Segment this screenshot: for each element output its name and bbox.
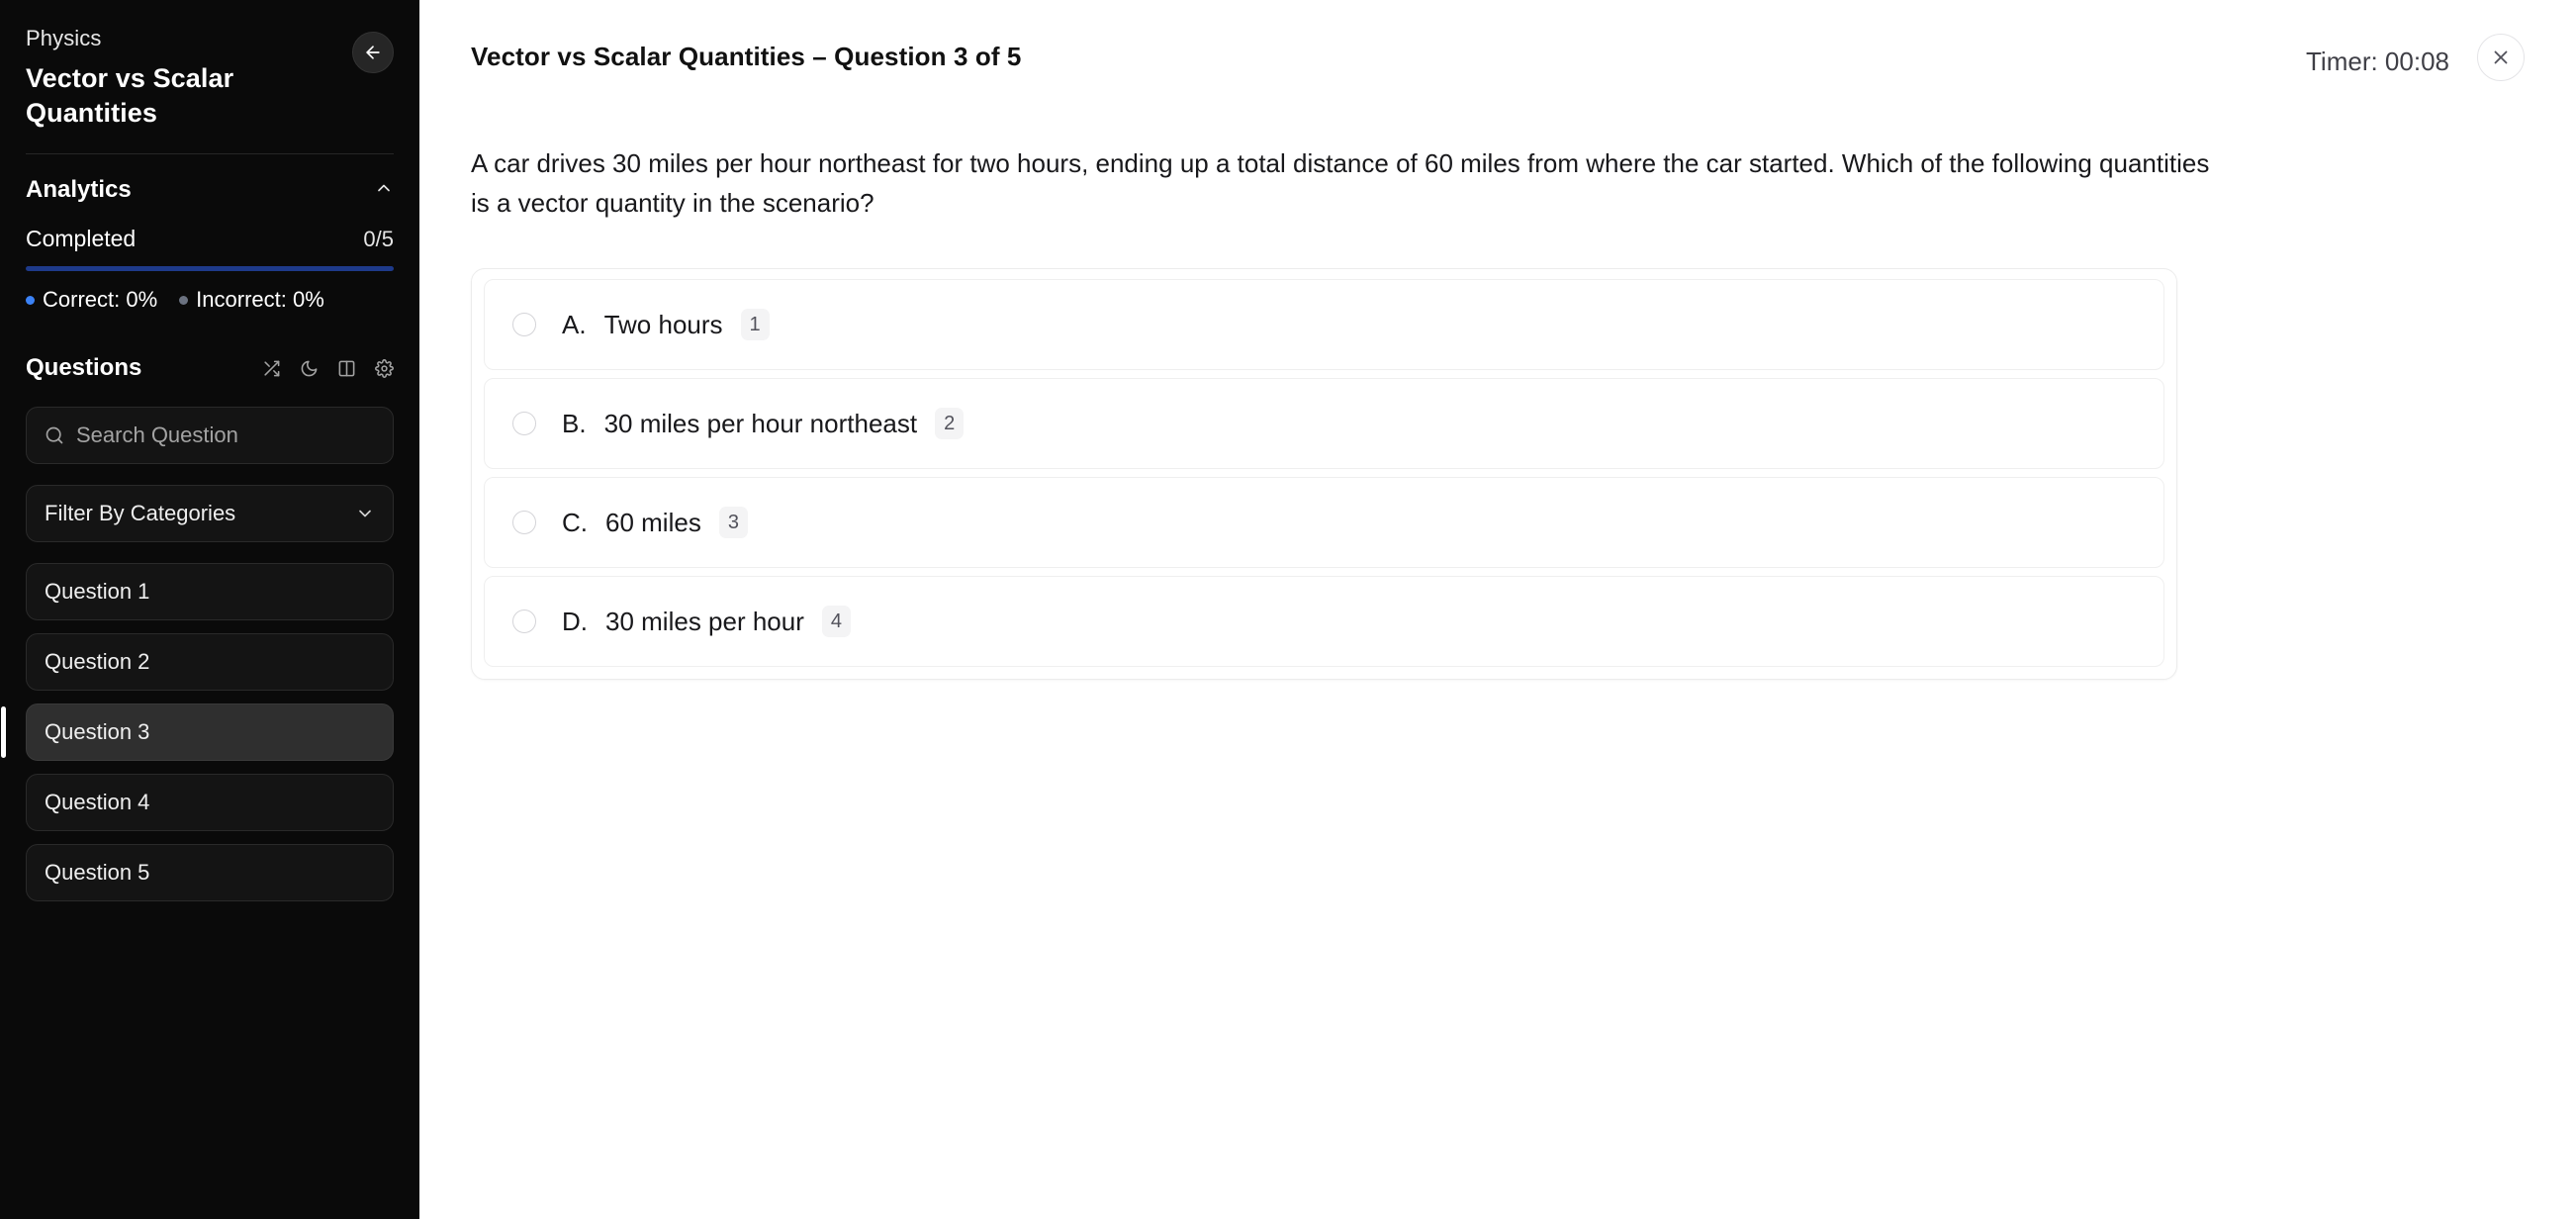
answer-text: 30 miles per hour <box>605 606 804 636</box>
search-icon <box>45 425 64 445</box>
answer-badge: 2 <box>935 408 964 439</box>
analytics-legend <box>26 287 394 313</box>
sidebar-item-question-1[interactable] <box>26 563 394 620</box>
arrow-left-icon <box>363 43 383 62</box>
filter-label: Filter By Categories <box>45 501 236 526</box>
sidebar-header <box>26 0 394 130</box>
gear-icon[interactable] <box>375 359 394 378</box>
close-button[interactable] <box>2477 34 2525 81</box>
legend-correct <box>26 287 157 313</box>
answers-card <box>471 268 2177 680</box>
sidebar-item-question-5[interactable] <box>26 844 394 901</box>
question-list <box>26 563 394 901</box>
timer: Timer: 00:08 <box>2306 46 2449 76</box>
radio-icon[interactable] <box>512 313 536 336</box>
quiz-title: Vector vs Scalar Quantities <box>26 63 234 128</box>
sidebar-item-question-3[interactable] <box>26 703 394 761</box>
question-item-label: Question 2 <box>45 649 150 675</box>
top-right-controls <box>2306 34 2525 81</box>
answer-badge: 1 <box>741 309 770 340</box>
legend-incorrect-label: Incorrect: 0% <box>196 287 324 313</box>
question-item-label: Question 1 <box>45 579 150 605</box>
shuffle-icon[interactable] <box>262 359 281 378</box>
sidebar <box>0 0 419 1219</box>
layout-icon[interactable] <box>337 359 356 378</box>
answer-letter: B. <box>562 408 587 438</box>
radio-icon[interactable] <box>512 511 536 534</box>
search-input[interactable] <box>76 422 375 448</box>
questions-tools <box>262 359 394 378</box>
sidebar-item-question-2[interactable] <box>26 633 394 691</box>
analytics-title: Analytics <box>26 176 132 204</box>
search-question-box[interactable] <box>26 407 394 464</box>
answer-badge: 4 <box>822 606 851 637</box>
sidebar-titles <box>26 26 283 130</box>
chevron-down-icon[interactable] <box>355 504 375 523</box>
answer-letter: D. <box>562 606 588 636</box>
answer-option-d[interactable] <box>484 576 2164 667</box>
main-topbar <box>471 34 2525 81</box>
answer-option-c[interactable] <box>484 477 2164 568</box>
answer-option-b[interactable] <box>484 378 2164 469</box>
question-item-label: Question 3 <box>45 719 150 745</box>
questions-header <box>26 354 394 382</box>
question-text: A car drives 30 miles per hour northeast for two hours, ending up a total distance of 60 miles from where the car started. Which of the following quantities is a vector quantity in the scenario? <box>471 148 2210 218</box>
back-button[interactable] <box>352 32 394 73</box>
incorrect-dot-icon <box>179 296 188 305</box>
questions-title: Questions <box>26 354 142 382</box>
main-content <box>419 0 2576 1219</box>
answer-letter: C. <box>562 507 588 537</box>
answer-letter: A. <box>562 309 587 339</box>
answer-text: 60 miles <box>605 507 701 537</box>
completed-label: Completed <box>26 226 137 252</box>
answer-option-a[interactable] <box>484 279 2164 370</box>
question-item-label: Question 5 <box>45 860 150 886</box>
filter-by-categories[interactable] <box>26 485 394 542</box>
close-icon <box>2490 47 2512 68</box>
answer-text: 30 miles per hour northeast <box>603 408 918 438</box>
page-title: Vector vs Scalar Quantities – Question 3 of 5 <box>471 42 1022 71</box>
sidebar-item-question-4[interactable] <box>26 774 394 831</box>
analytics-header[interactable] <box>26 154 394 204</box>
chevron-up-icon[interactable] <box>374 178 394 203</box>
completed-row <box>26 226 394 252</box>
answer-text: Two hours <box>603 309 723 339</box>
course-label: Physics <box>26 26 102 50</box>
answer-badge: 3 <box>719 507 748 538</box>
moon-icon[interactable] <box>300 359 319 378</box>
completed-value: 0/5 <box>363 227 394 252</box>
legend-correct-label: Correct: 0% <box>43 287 158 313</box>
correct-dot-icon <box>26 296 35 305</box>
legend-incorrect <box>179 287 324 313</box>
radio-icon[interactable] <box>512 610 536 633</box>
question-item-label: Question 4 <box>45 790 150 815</box>
progress-bar <box>26 266 394 271</box>
radio-icon[interactable] <box>512 412 536 435</box>
